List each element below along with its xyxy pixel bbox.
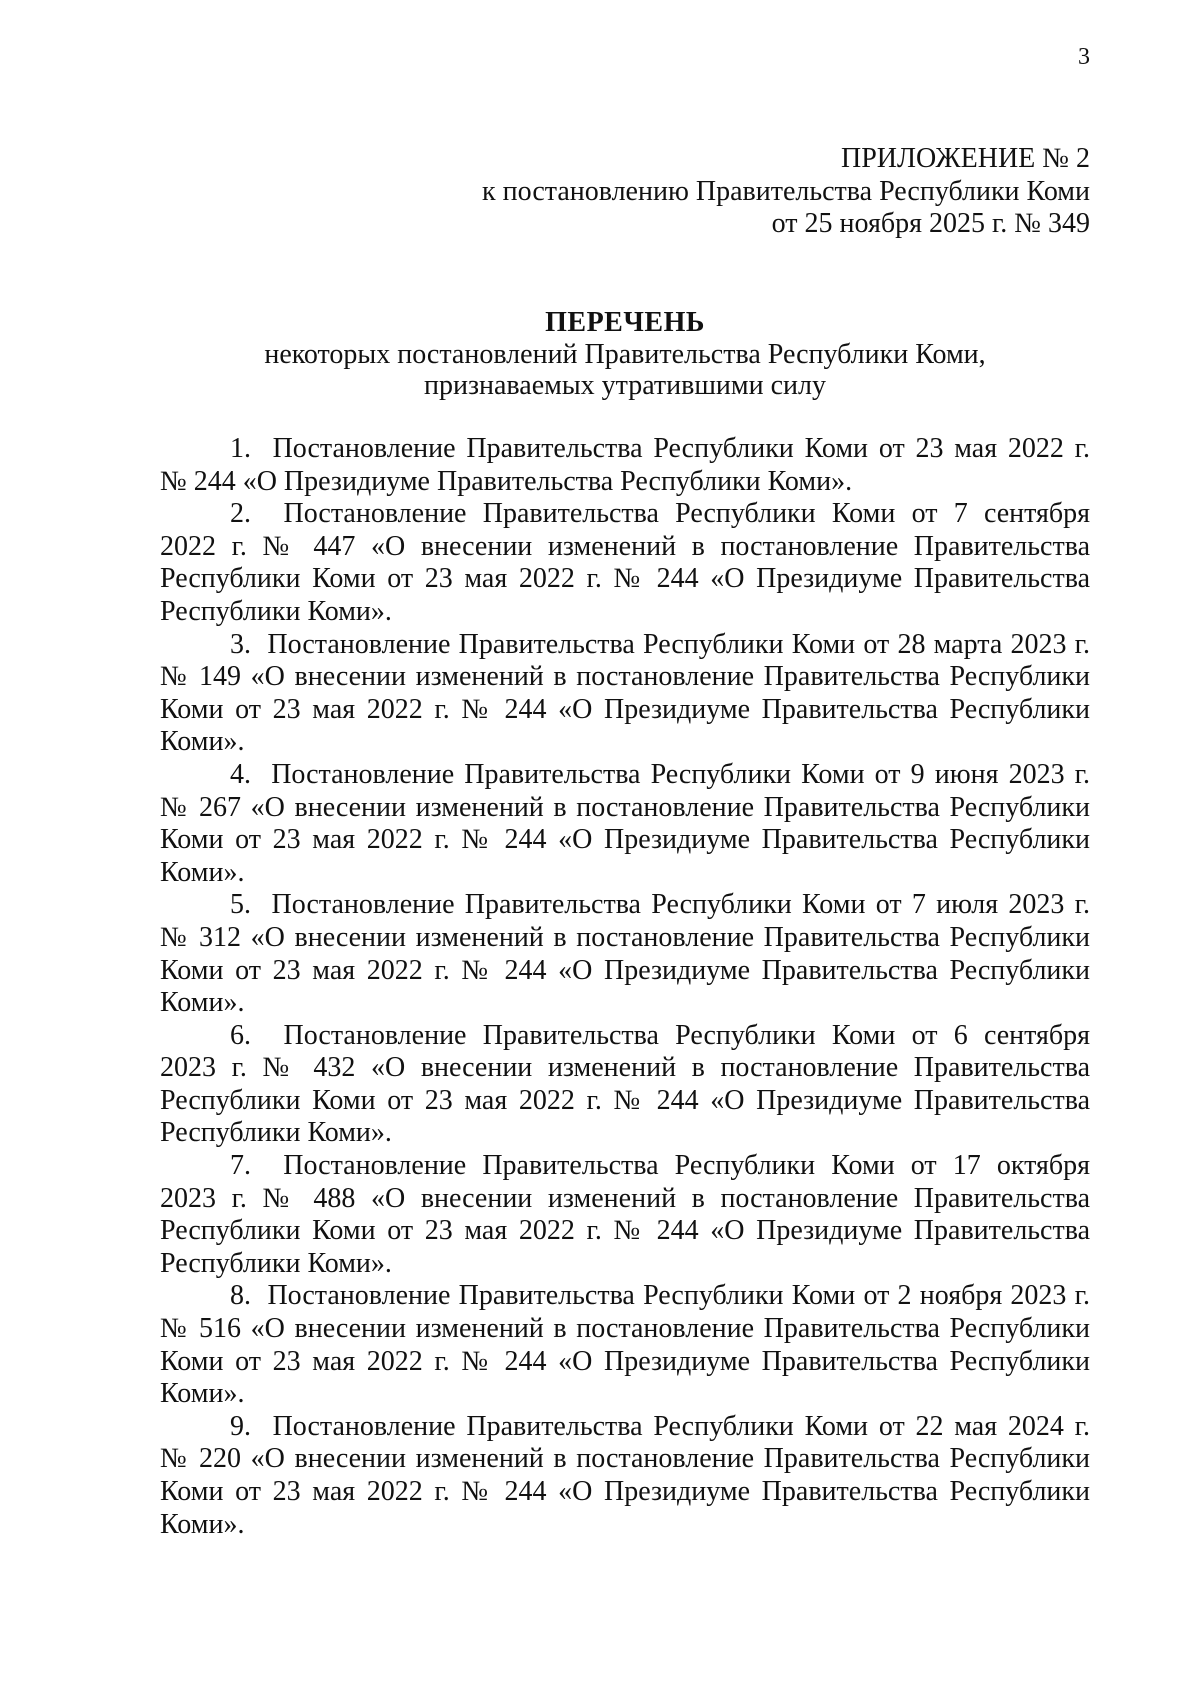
resolutions-list [160,433,1090,1541]
document-subtitle-line-1: некоторых постановлений Правительства Республики Коми, [264,339,986,370]
document-heading: ПЕРЕЧЕНЬ [545,307,705,338]
appendix-number: ПРИЛОЖЕНИЕ № 2 [841,143,1090,174]
appendix-header [300,143,1090,241]
list-item-1: 1. Постановление Правительства Республики Коми от 23 мая 2022 г. № 244 «О Президиуме Правительства Республики Коми». [160,433,1090,497]
document-title-block [160,307,1090,401]
list-item-5: 5. Постановление Правительства Республики Коми от 7 июля 2023 г. № 312 «О внесении изменений в постановление Правительства Республики Коми от 23 мая 2022 г. № 244 «О Президиуме Правительства Республики Коми». [160,889,1090,1019]
list-item-9: 9. Постановление Правительства Республики Коми от 22 мая 2024 г. № 220 «О внесении изменений в постановление Правительства Республики Коми от 23 мая 2022 г. № 244 «О Президиуме Правительства Республики Коми». [160,1410,1090,1540]
appendix-date: от 25 ноября 2025 г. № 349 [771,208,1090,239]
list-item-2: 2. Постановление Правительства Республики Коми от 7 сентября 2022 г. № 447 «О внесении изменений в постановление Правительства Республики Коми от 23 мая 2022 г. № 244 «О Президиуме Правительства Республики Коми». [160,498,1090,627]
list-item-6: 6. Постановление Правительства Республики Коми от 6 сентября 2023 г. № 432 «О внесении изменений в постановление Правительства Республики Коми от 23 мая 2022 г. № 244 «О Президиуме Правительства Республики Коми». [160,1019,1090,1149]
list-item-7: 7. Постановление Правительства Республики Коми от 17 октября 2023 г. № 488 «О внесении изменений в постановление Правительства Республики Коми от 23 мая 2022 г. № 244 «О Президиуме Правительства Республики Коми». [160,1150,1090,1279]
page-number: 3 [1078,44,1090,70]
list-item-8: 8. Постановление Правительства Республики Коми от 2 ноября 2023 г. № 516 «О внесении изменений в постановление Правительства Республики Коми от 23 мая 2022 г. № 244 «О Президиуме Правительства Республики Коми». [160,1280,1090,1410]
appendix-reference: к постановлению Правительства Республики Коми [482,175,1090,207]
document-subtitle-line-2: признаваемых утратившими силу [423,370,827,401]
list-item-4: 4. Постановление Правительства Республики Коми от 9 июня 2023 г. № 267 «О внесении изменений в постановление Правительства Республики Коми от 23 мая 2022 г. № 244 «О Президиуме Правительства Республики Коми». [160,758,1090,888]
list-item-3: 3. Постановление Правительства Республики Коми от 28 марта 2023 г. № 149 «О внесении изменений в постановление Правительства Республики Коми от 23 мая 2022 г. № 244 «О Президиуме Правительства Республики Коми». [160,628,1090,758]
